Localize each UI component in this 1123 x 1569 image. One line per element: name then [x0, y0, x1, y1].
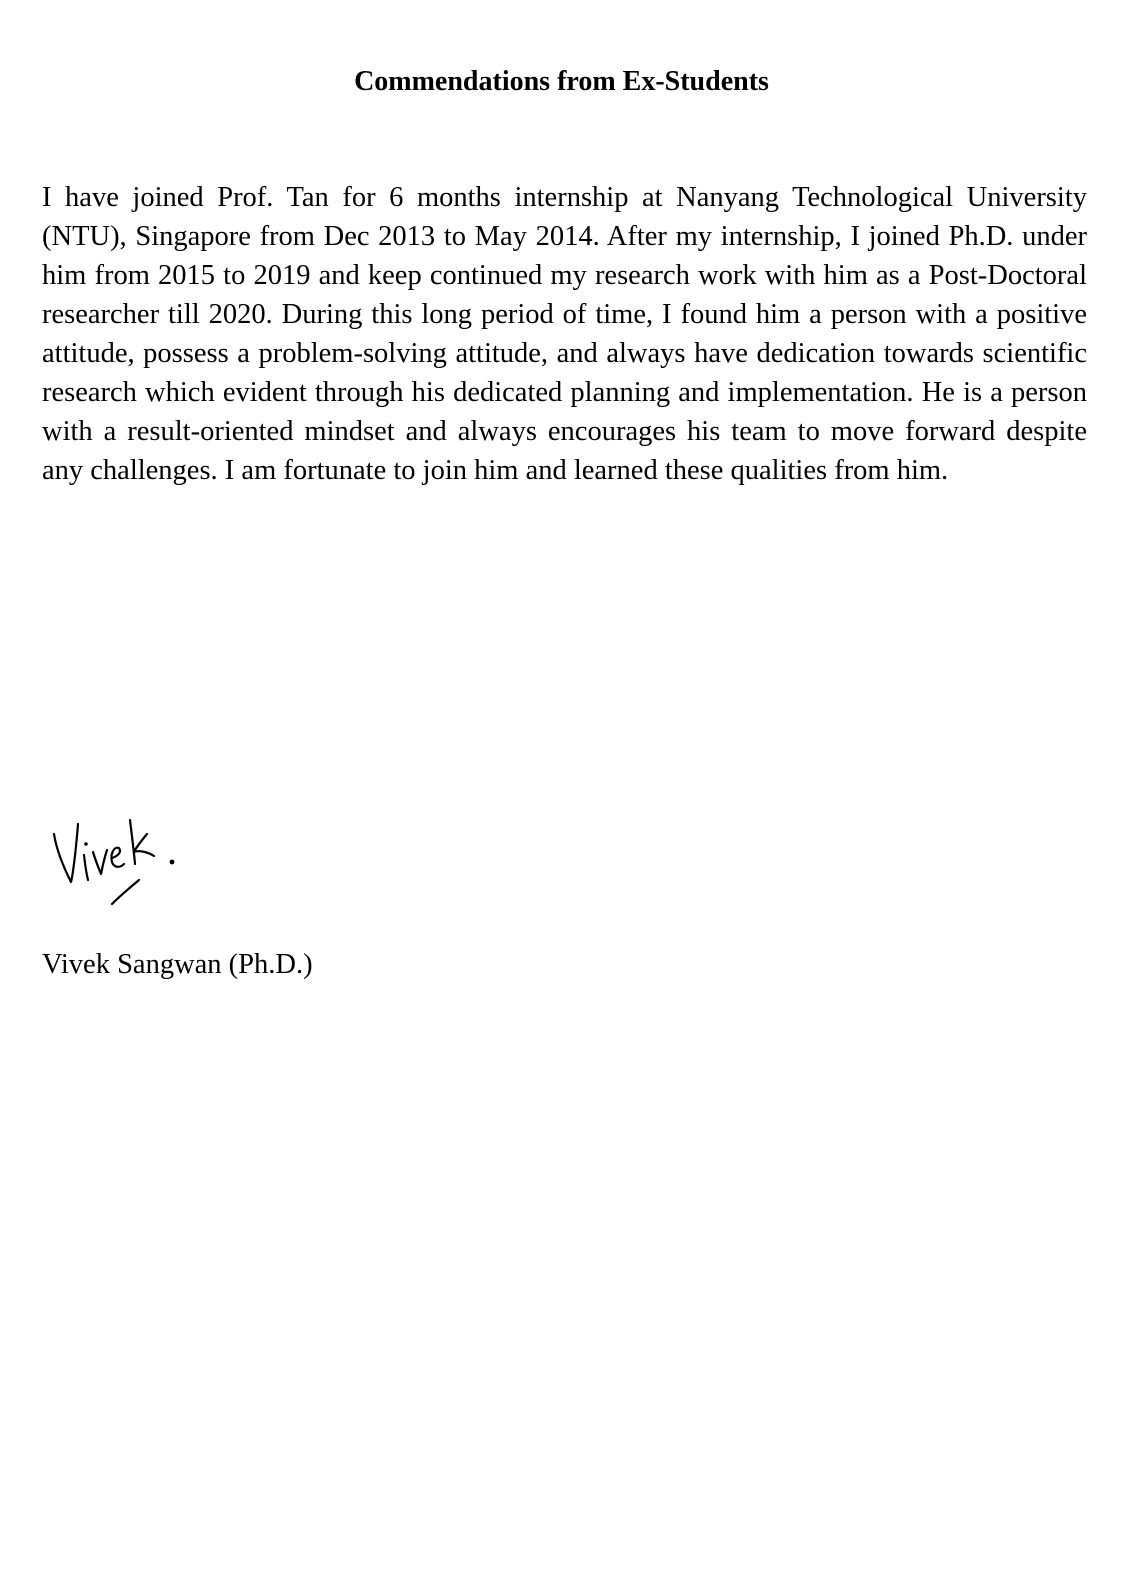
document-title: Commendations from Ex-Students	[354, 66, 769, 97]
signer-name: Vivek Sangwan (Ph.D.)	[42, 949, 313, 980]
commendation-paragraph: I have joined Prof. Tan for 6 months internship at Nanyang Technological University (NTU), Singapore from Dec 2013 to May 2014. After my internship, I joined Ph.D. under him from 2015 to 2019 and keep continued my research work with him as a Post-Doctoral researcher till 2020. During this long period of time, I found him a person with a positive attitude, possess a problem-solving attitude, and always have dedication towards scientific research which evident through his dedicated planning and implementation. He is a person with a result-oriented mindset and always encourages his team to move forward despite any challenges. I am fortunate to join him and learned these qualities from him.	[42, 182, 1087, 486]
handwritten-signature	[44, 812, 194, 917]
